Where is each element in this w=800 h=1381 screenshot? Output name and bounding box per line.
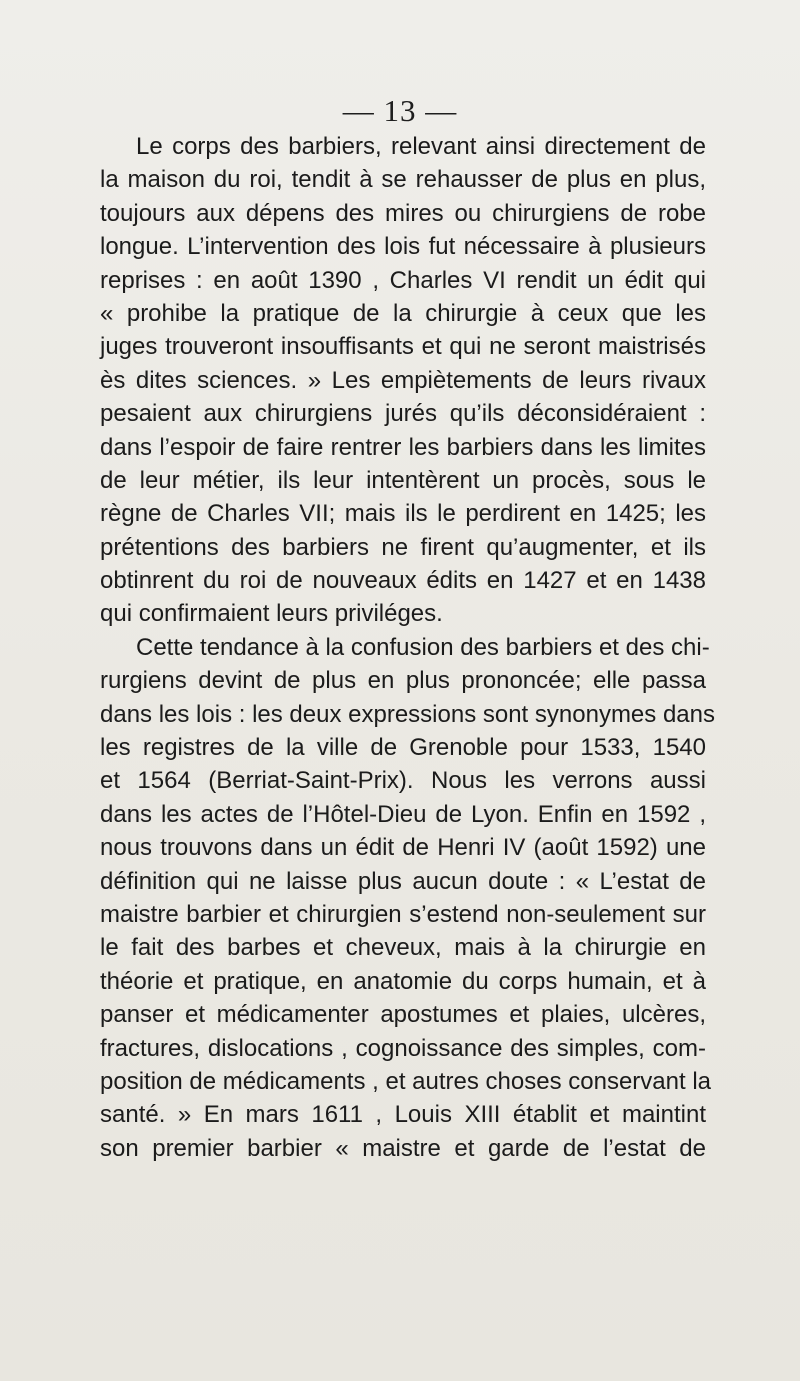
text-line: fractures, dislocations , cognoissance des simples, com- — [100, 1034, 706, 1062]
text-line: obtinrent du roi de nouveaux édits en 1427 et en 1438 — [100, 567, 706, 595]
text-line: définition qui ne laisse plus aucun doute : « L’estat de — [100, 867, 706, 895]
text-line: dans les actes de l’Hôtel-Dieu de Lyon. Enfin en 1592 , — [100, 800, 706, 828]
text-line: reprises : en août 1390 , Charles VI rendit un édit qui — [100, 266, 706, 294]
text-line: longue. L’intervention des lois fut nécessaire à plusieurs — [100, 233, 706, 261]
text-line: de leur métier, ils leur intentèrent un procès, sous le — [100, 466, 706, 494]
text-line: le fait des barbes et cheveux, mais à la chirurgie en — [100, 934, 706, 962]
text-line: les registres de la ville de Grenoble pour 1533, 1540 — [100, 734, 706, 762]
page-number: — 13 — — [342, 93, 458, 128]
text-line: Le corps des barbiers, relevant ainsi directement de — [136, 133, 706, 160]
text-line: nous trouvons dans un édit de Henri IV (août 1592) une — [100, 834, 706, 862]
text-line: rurgiens devint de plus en plus prononcée; elle passa — [100, 667, 706, 695]
text-line: la maison du roi, tendit à se rehausser de plus en plus, — [100, 166, 706, 194]
text-line: toujours aux dépens des mires ou chirurgiens de robe — [100, 199, 706, 227]
text-line: théorie et pratique, en anatomie du corps humain, et à — [100, 967, 706, 995]
text-line: position de médicaments , et autres choses conservant la — [100, 1067, 711, 1095]
text-line: son premier barbier « maistre et garde de l’estat de — [100, 1134, 706, 1162]
paragraph-2 — [100, 631, 715, 1165]
text-line: prétentions des barbiers ne firent qu’augmenter, et ils — [100, 533, 706, 561]
text-line: dans les lois : les deux expressions sont synonymes dans — [100, 700, 715, 728]
text-line: santé. » En mars 1611 , Louis XIII établit et maintint — [100, 1101, 706, 1129]
text-line: Cette tendance à la confusion des barbiers et des chi- — [136, 633, 710, 661]
paragraph-1 — [100, 130, 706, 631]
text-line: règne de Charles VII; mais ils le perdirent en 1425; les — [100, 500, 706, 528]
body-text — [100, 130, 715, 1165]
text-line: qui confirmaient leurs priviléges. — [100, 600, 443, 628]
text-line: « prohibe la pratique de la chirurgie à ceux que les — [100, 299, 706, 327]
text-line: maistre barbier et chirurgien s’estend non-seulement sur — [100, 900, 706, 928]
text-line: dans l’espoir de faire rentrer les barbiers dans les limites — [100, 433, 706, 461]
text-line: et 1564 (Berriat-Saint-Prix). Nous les verrons aussi — [100, 767, 706, 795]
text-line: juges trouveront insouffisants et qui ne seront maistrisés — [100, 333, 706, 361]
text-line: pesaient aux chirurgiens jurés qu’ils déconsidéraient : — [100, 400, 706, 428]
text-line: panser et médicamenter apostumes et plaies, ulcères, — [100, 1001, 706, 1029]
text-line: ès dites sciences. » Les empiètements de leurs rivaux — [100, 366, 706, 394]
